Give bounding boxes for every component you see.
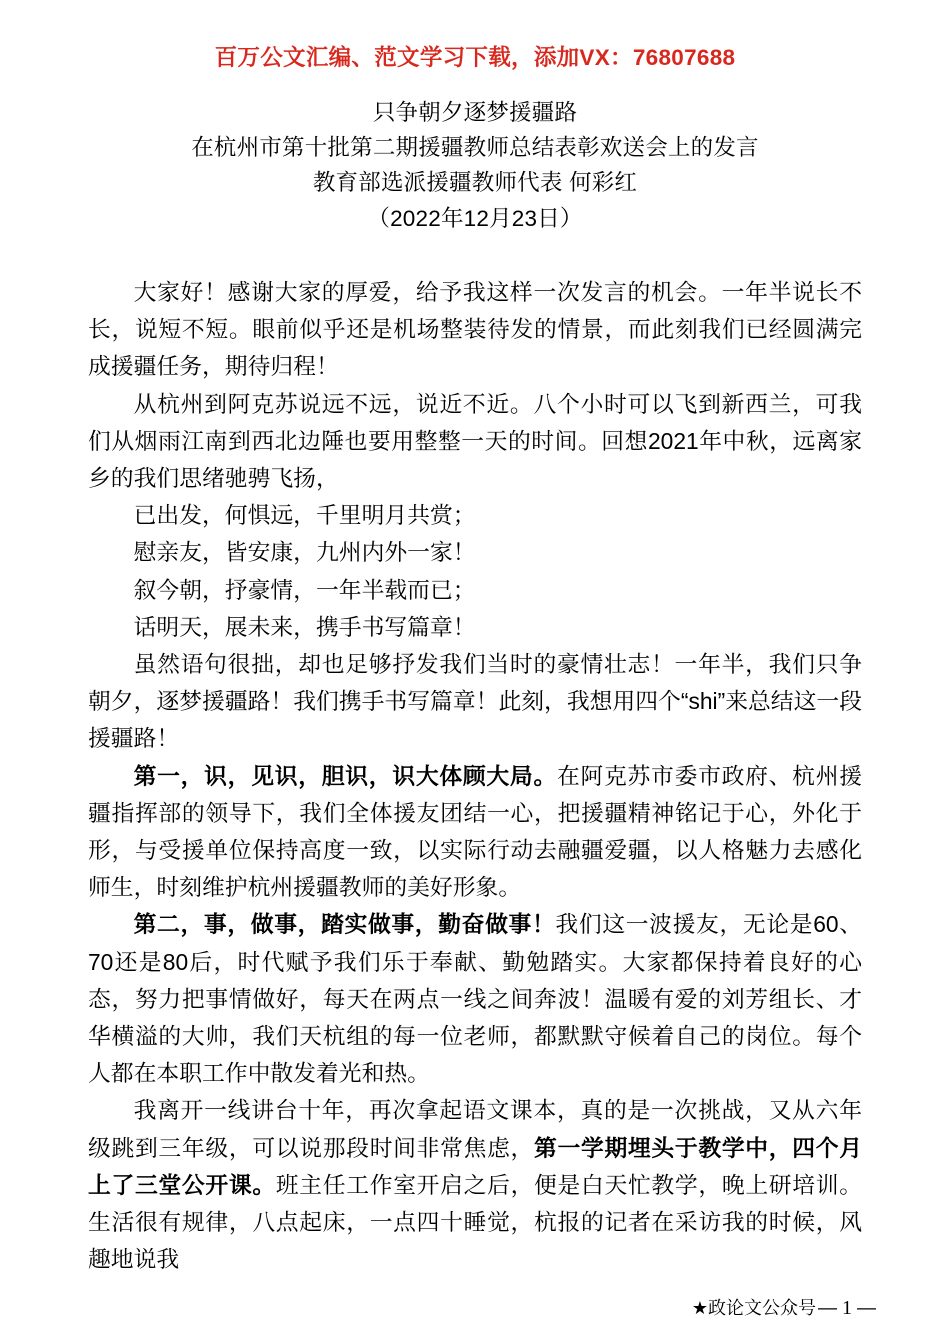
page-number: 1 (842, 1297, 852, 1319)
paragraph-1: 大家好！感谢大家的厚爱，给予我这样一次发言的机会。一年半说长不长，说短不短。眼前似乎还是机场整装待发的情景，而此刻我们已经圆满完成援疆任务，期待归程！ (88, 279, 862, 380)
document-body (68, 274, 882, 1278)
paragraph-2: 从杭州到阿克苏说远不远，说近不近。八个小时可以飞到新西兰，可我们从烟雨江南到西北边陲也要用整整一天的时间。回想2021年中秋，远离家乡的我们思绪驰骋飞扬， (88, 390, 862, 492)
page-footer (0, 1295, 950, 1322)
verse-line-3: 叙今朝，抒豪情，一年半载而已； (133, 576, 476, 603)
paragraph-4-heading: 第一，识，见识，胆识，识大体顾大局。 (133, 762, 557, 789)
footer-dash-right: — (857, 1298, 876, 1319)
footer-watermark: ★政论文公众号 (691, 1298, 816, 1318)
document-title-line-3: 教育部选派援疆教师代表 何彩红 (312, 170, 638, 195)
verse-line-4: 话明天，展未来，携手书写篇章！ (133, 613, 476, 640)
verse-line-1: 已出发，何惧远，千里明月共赏； (133, 502, 476, 529)
paragraph-6-text-b: 班主任工作室开启之后，便是白天忙教学，晚上研培训。生活很有规律，八点起床，一点四十睡觉，杭报的记者在采访我的时候，风趣地说我 (88, 1171, 863, 1273)
paragraph-6-text-a: 我离开一线讲台十年，再次拿起语文课本，真的是一次挑战，又从六年级跳到三年级，可以说那段时间非常焦虑， (88, 1097, 862, 1161)
title-block (68, 95, 882, 236)
paragraph-5-heading: 第二，事，做事，踏实做事，勤奋做事！ (133, 911, 556, 938)
document-title-line-2: 在杭州市第十批第二期援疆教师总结表彰欢送会上的发言 (191, 135, 759, 160)
verse-line-2: 慰亲友，皆安康，九州内外一家！ (133, 539, 476, 566)
paragraph-6-emphasis: 第一学期埋头于教学中，四个月上了三堂公开课。 (88, 1134, 863, 1198)
document-date: （2022年12月23日） (367, 206, 583, 231)
document-title-line-1: 只争朝夕逐梦援疆路 (372, 100, 578, 125)
paragraph-6 (88, 1092, 862, 1278)
footer-dash-left: — (818, 1298, 837, 1319)
paragraph-5-text: 我们这一波援友，无论是60、70还是80后，时代赋予我们乐于奉献、勤勉踏实。大家都保持着良好的心态，努力把事情做好，每天在两点一线之间奔波！温暖有爱的刘芳组长、才华横溢的大帅，我们天杭组的每一位老师，都默默守候着自己的岗位。每个人都在本职工作中散发着光和热。 (88, 911, 862, 1087)
paragraph-3: 虽然语句很拙，却也足够抒发我们当时的豪情壮志！一年半，我们只争朝夕，逐梦援疆路！我们携手书写篇章！此刻，我想用四个“shi”来总结这一段援疆路！ (88, 651, 862, 752)
paragraph-4-text: 在阿克苏市委市政府、杭州援疆指挥部的领导下，我们全体援友团结一心，把援疆精神铭记于心，外化于形，与受援单位保持高度一致，以实际行动去融疆爱疆，以人格魅力去感化师生，时刻维护杭州援疆教师的美好形象。 (88, 762, 863, 901)
paragraph-4 (88, 758, 862, 907)
paragraph-5 (88, 906, 862, 1092)
promo-banner: 百万公文汇编、范文学习下载，添加VX：76807688 (214, 45, 736, 70)
